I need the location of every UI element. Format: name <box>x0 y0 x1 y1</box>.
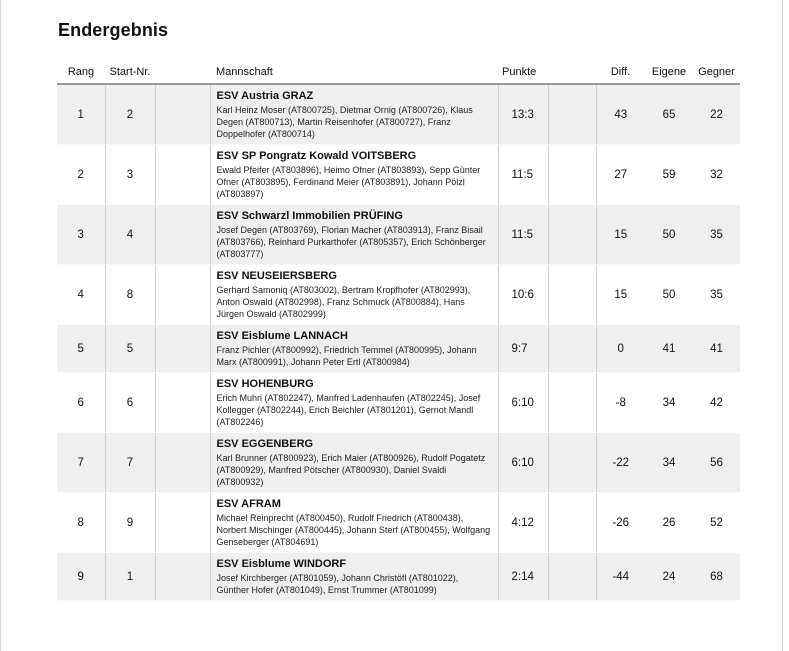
cell-team <box>210 205 498 265</box>
team-name: ESV EGGENBERG <box>216 438 314 450</box>
team-members: Karl Brunner (AT800923), Erich Maier (AT800926), Rudolf Pogatetz (AT800929), Manfred Pötscher (AT800930), Daniel Svaldi (AT800932) <box>216 453 486 487</box>
cell-spacer <box>155 205 210 265</box>
cell-gegner: 35 <box>693 205 740 265</box>
cell-spacer <box>155 265 210 325</box>
cell-punkte: 9:7 <box>498 325 548 373</box>
col-header-spacer <box>155 60 210 84</box>
cell-spacer <box>155 373 210 433</box>
page-edge-left <box>0 0 1 651</box>
team-members: Josef Kirchberger (AT801059), Johann Christöfl (AT801022), Günther Hofer (AT801049), Ernst Trummer (AT801099) <box>216 573 459 595</box>
cell-diff: -8 <box>596 373 645 433</box>
team-name: ESV HOHENBURG <box>216 378 314 390</box>
cell-eigene: 41 <box>645 325 693 373</box>
cell-start: 4 <box>105 205 155 265</box>
cell-diff: 27 <box>596 145 645 205</box>
team-name: ESV Eisblume WINDORF <box>216 558 347 570</box>
table-row <box>57 433 740 493</box>
cell-diff: -26 <box>596 493 645 553</box>
cell-eigene: 50 <box>645 265 693 325</box>
col-header-start: Start-Nr. <box>105 60 155 84</box>
cell-rang: 5 <box>57 325 105 373</box>
team-name: ESV SP Pongratz Kowald VOITSBERG <box>216 150 417 162</box>
cell-spacer <box>155 325 210 373</box>
cell-punkte: 6:10 <box>498 433 548 493</box>
cell-start: 2 <box>105 84 155 145</box>
cell-spacer-2 <box>548 433 596 493</box>
cell-eigene: 65 <box>645 84 693 145</box>
cell-team <box>210 373 498 433</box>
cell-gegner: 52 <box>693 493 740 553</box>
col-header-diff: Diff. <box>596 60 645 84</box>
cell-spacer-2 <box>548 84 596 145</box>
table-row <box>57 553 740 601</box>
team-members: Josef Degen (AT803769), Florian Macher (AT803913), Franz Bisail (AT803766), Reinhard Purkarthofer (AT805357), Erich Schönberger (AT803777) <box>216 225 486 259</box>
cell-rang: 2 <box>57 145 105 205</box>
cell-spacer <box>155 84 210 145</box>
col-header-eigene: Eigene <box>645 60 693 84</box>
cell-eigene: 59 <box>645 145 693 205</box>
team-name: ESV Schwarzl Immobilien PRÜFING <box>216 210 403 222</box>
cell-start: 3 <box>105 145 155 205</box>
cell-gegner: 42 <box>693 373 740 433</box>
cell-eigene: 34 <box>645 373 693 433</box>
cell-diff: 15 <box>596 205 645 265</box>
table-row <box>57 373 740 433</box>
cell-eigene: 50 <box>645 205 693 265</box>
table-row <box>57 493 740 553</box>
cell-start: 8 <box>105 265 155 325</box>
cell-spacer <box>155 145 210 205</box>
cell-start: 7 <box>105 433 155 493</box>
team-members: Gerhard Samoniq (AT803002), Bertram Kropfhofer (AT802993), Anton Oswald (AT802998), Franz Schmuck (AT800884), Hans Jürgen Oswald (AT802999) <box>216 285 471 319</box>
cell-spacer-2 <box>548 265 596 325</box>
team-name: ESV Eisblume LANNACH <box>216 330 348 342</box>
cell-rang: 9 <box>57 553 105 601</box>
cell-eigene: 34 <box>645 433 693 493</box>
cell-start: 6 <box>105 373 155 433</box>
cell-gegner: 35 <box>693 265 740 325</box>
cell-rang: 4 <box>57 265 105 325</box>
col-header-gegner: Gegner <box>693 60 740 84</box>
cell-spacer-2 <box>548 553 596 601</box>
cell-gegner: 22 <box>693 84 740 145</box>
cell-punkte: 10:6 <box>498 265 548 325</box>
cell-punkte: 11:5 <box>498 145 548 205</box>
cell-spacer <box>155 433 210 493</box>
table-row <box>57 205 740 265</box>
cell-team <box>210 84 498 145</box>
col-header-punkte: Punkte <box>498 60 548 84</box>
cell-punkte: 4:12 <box>498 493 548 553</box>
table-row <box>57 84 740 145</box>
cell-eigene: 24 <box>645 553 693 601</box>
cell-team <box>210 553 498 601</box>
cell-punkte: 2:14 <box>498 553 548 601</box>
cell-spacer-2 <box>548 373 596 433</box>
cell-eigene: 26 <box>645 493 693 553</box>
cell-diff: 0 <box>596 325 645 373</box>
col-header-rang: Rang <box>57 60 105 84</box>
team-members: Karl Heinz Moser (AT800725), Dietmar Ornig (AT800726), Klaus Degen (AT800713), Martin Reisenhofer (AT800727), Franz Doppelhofer (AT800714) <box>216 105 473 139</box>
cell-spacer-2 <box>548 205 596 265</box>
results-table <box>57 60 740 601</box>
cell-gegner: 41 <box>693 325 740 373</box>
cell-spacer <box>155 493 210 553</box>
team-name: ESV NEUSEIERSBERG <box>216 270 337 282</box>
cell-start: 5 <box>105 325 155 373</box>
team-name: ESV Austria GRAZ <box>216 90 314 102</box>
cell-diff: -22 <box>596 433 645 493</box>
cell-punkte: 11:5 <box>498 205 548 265</box>
cell-spacer-2 <box>548 493 596 553</box>
team-members: Michael Reinprecht (AT800450), Rudolf Friedrich (AT800438), Norbert Mischinger (AT800445), Johann Sterf (AT800455), Wolfgang Genseberger (AT804691) <box>216 513 491 547</box>
cell-rang: 6 <box>57 373 105 433</box>
cell-diff: 15 <box>596 265 645 325</box>
cell-spacer-2 <box>548 145 596 205</box>
cell-rang: 8 <box>57 493 105 553</box>
cell-gegner: 56 <box>693 433 740 493</box>
cell-punkte: 6:10 <box>498 373 548 433</box>
table-row <box>57 325 740 373</box>
cell-spacer-2 <box>548 325 596 373</box>
cell-spacer <box>155 553 210 601</box>
cell-team <box>210 433 498 493</box>
page-edge-right <box>782 0 783 651</box>
team-members: Erich Muhri (AT802247), Manfred Ladenhaufen (AT802245), Josef Kollegger (AT802244), Erich Beichler (AT801201), Gernot Mandl (AT802246) <box>216 393 481 427</box>
page-title: Endergebnis <box>58 20 169 40</box>
col-header-spacer-2 <box>548 60 596 84</box>
cell-team <box>210 145 498 205</box>
cell-gegner: 68 <box>693 553 740 601</box>
cell-diff: -44 <box>596 553 645 601</box>
cell-gegner: 32 <box>693 145 740 205</box>
table-row <box>57 265 740 325</box>
team-members: Franz Pichler (AT800992), Friedrich Temmel (AT800995), Johann Marx (AT800991), Johann Peter Ertl (AT800984) <box>216 345 477 367</box>
cell-team <box>210 265 498 325</box>
cell-team <box>210 493 498 553</box>
cell-rang: 3 <box>57 205 105 265</box>
col-header-team: Mannschaft <box>210 60 498 84</box>
cell-rang: 7 <box>57 433 105 493</box>
cell-rang: 1 <box>57 84 105 145</box>
cell-start: 1 <box>105 553 155 601</box>
cell-diff: 43 <box>596 84 645 145</box>
cell-team <box>210 325 498 373</box>
team-name: ESV AFRAM <box>216 498 281 510</box>
cell-start: 9 <box>105 493 155 553</box>
table-header <box>57 60 740 84</box>
team-members: Ewald Pfeifer (AT803896), Heimo Ofner (AT803893), Sepp Günter Ofner (AT803895), Ferdinand Meier (AT803891), Johann Pölzl (AT803897) <box>216 165 481 199</box>
table-row <box>57 145 740 205</box>
cell-punkte: 13:3 <box>498 84 548 145</box>
